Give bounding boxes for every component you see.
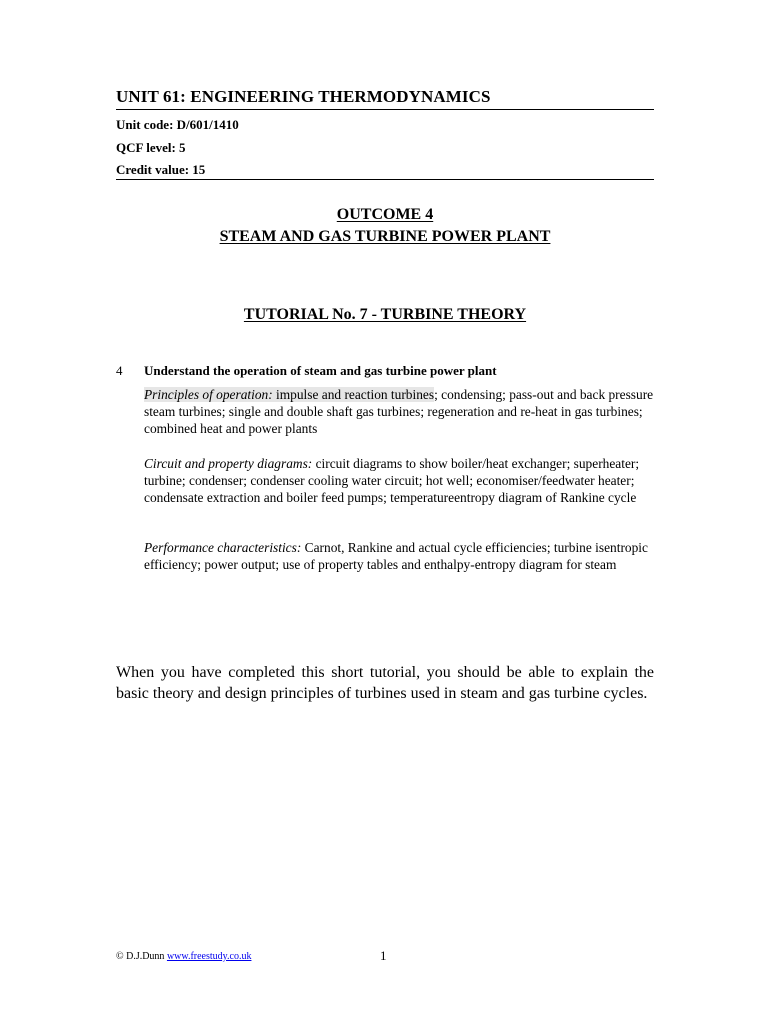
unit-code: Unit code: D/601/1410	[116, 117, 239, 132]
copyright: © D.J.Dunn	[116, 951, 167, 962]
footer	[116, 951, 251, 962]
unit-title: UNIT 61: ENGINEERING THERMODYNAMICS	[116, 87, 491, 106]
performance-characteristics: Performance characteristics: Carnot, Rankine and actual cycle efficiencies; turbine isentropic efficiency; power output; use of property tables and enthalpy-entropy diagram for steam	[144, 540, 648, 572]
intro-paragraph: When you have completed this short tutorial, you should be able to explain the basic theory and design principles of turbines used in steam and gas turbine cycles.	[116, 664, 654, 702]
header-rule-bottom	[116, 179, 654, 180]
outcome-subtitle: STEAM AND GAS TURBINE POWER PLANT	[219, 228, 551, 245]
section-number: 4	[116, 363, 123, 378]
principles-of-operation: Principles of operation: impulse and reaction turbines; condensing; pass-out and back pressure steam turbines; single and double shaft gas turbines; regeneration and re-heat in gas turbines; combined heat and power plants	[144, 387, 654, 436]
qcf-level: QCF level: 5	[116, 140, 186, 155]
section-title: Understand the operation of steam and gas turbine power plant	[144, 363, 497, 378]
highlighted-text: Principles of operation: impulse and reaction turbines	[144, 387, 435, 402]
tutorial-title: TUTORIAL No. 7 - TURBINE THEORY	[243, 306, 527, 323]
circuit-and-property-diagrams: Circuit and property diagrams: circuit diagrams to show boiler/heat exchanger; superheater; turbine; condenser; condenser cooling water circuit; hot well; economiser/feedwater heater; condensate extraction and boiler feed pumps; temperatureentropy diagram of Rankine cycle	[144, 456, 640, 505]
credit-value: Credit value: 15	[116, 162, 206, 177]
outcome-title: OUTCOME 4	[336, 206, 434, 223]
freestudy-link[interactable]: www.freestudy.co.uk	[166, 951, 252, 962]
header-rule-top	[116, 109, 654, 110]
page-number: 1	[380, 948, 387, 963]
